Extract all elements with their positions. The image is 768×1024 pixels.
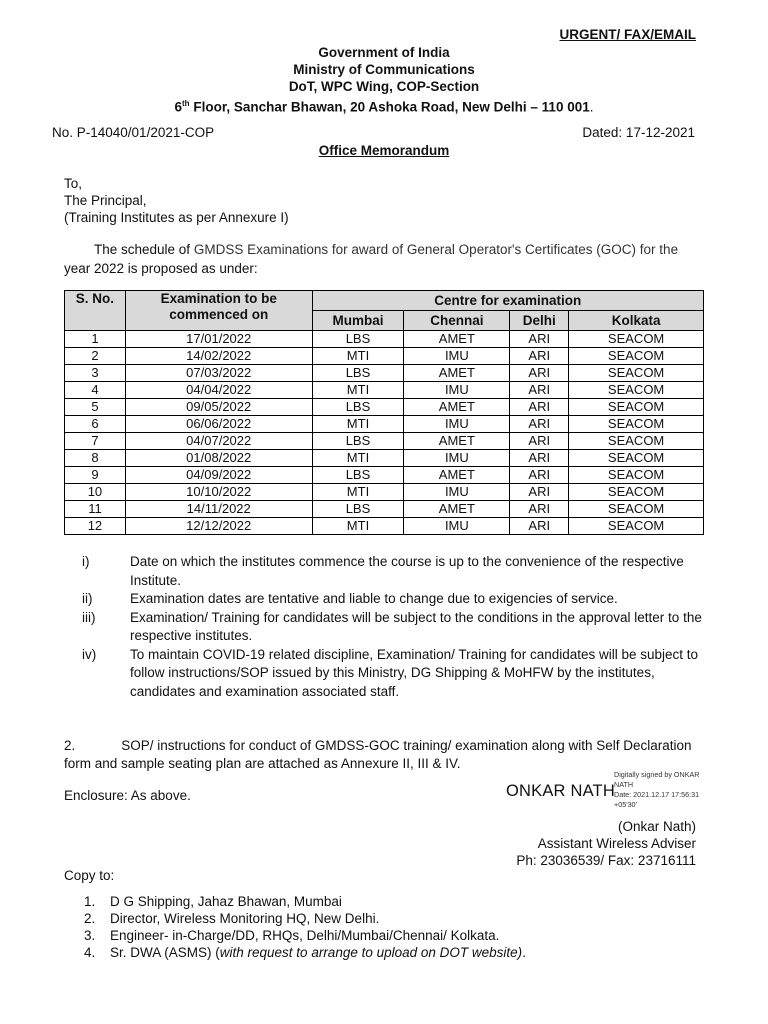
table-cell-date: 04/07/2022 xyxy=(125,433,312,450)
table-cell-mumbai: MTI xyxy=(312,348,404,365)
table-cell-date: 14/02/2022 xyxy=(125,348,312,365)
table-row xyxy=(65,501,704,518)
table-cell-sno: 12 xyxy=(65,518,126,535)
addressee-institutes: (Training Institutes as per Annexure I) xyxy=(64,210,289,225)
table-cell-sno: 2 xyxy=(65,348,126,365)
note-number: i) xyxy=(82,554,90,569)
copy-item-tail: . xyxy=(522,945,526,960)
signatory-block xyxy=(516,818,696,869)
memo-title: Office Memorandum xyxy=(318,143,450,158)
table-cell-kolkata: SEACOM xyxy=(569,331,704,348)
signatory-name: (Onkar Nath) xyxy=(617,819,696,834)
letterhead xyxy=(0,44,768,116)
schedule-table xyxy=(64,290,704,535)
table-cell-delhi: ARI xyxy=(510,467,569,484)
address-text: Floor, Sanchar Bhawan, 20 Ashoka Road, New Delhi – 110 001 xyxy=(189,99,590,115)
table-cell-chennai: IMU xyxy=(404,450,510,467)
copy-item xyxy=(84,927,526,944)
intro-part1: The schedule of xyxy=(94,242,194,257)
table-cell-date: 12/12/2022 xyxy=(125,518,312,535)
table-cell-delhi: ARI xyxy=(510,399,569,416)
table-row xyxy=(65,365,704,382)
table-cell-date: 07/03/2022 xyxy=(125,365,312,382)
table-cell-date: 04/09/2022 xyxy=(125,467,312,484)
table-row xyxy=(65,331,704,348)
address-floor-sup: th xyxy=(182,99,190,108)
table-cell-chennai: AMET xyxy=(404,467,510,484)
intro-paragraph xyxy=(64,240,696,278)
table-cell-sno: 7 xyxy=(65,433,126,450)
copy-item-number: 3. xyxy=(84,928,96,943)
table-cell-delhi: ARI xyxy=(510,484,569,501)
header-sno: S. No. xyxy=(65,291,126,331)
table-row xyxy=(65,484,704,501)
note-number: iii) xyxy=(82,609,96,625)
copy-item-italic: with request to arrange to upload on DOT website) xyxy=(219,945,523,960)
table-cell-delhi: ARI xyxy=(510,433,569,450)
table-cell-chennai: IMU xyxy=(404,382,510,399)
table-row xyxy=(65,467,704,484)
address-floor-num: 6 xyxy=(174,99,183,115)
letterhead-address xyxy=(0,95,768,116)
letterhead-line2: Ministry of Communications xyxy=(293,62,475,77)
digital-sig-line: NATH xyxy=(614,780,634,789)
table-cell-mumbai: LBS xyxy=(312,365,404,382)
header-centre: Centre for examination xyxy=(312,291,703,311)
enclosure-line: Enclosure: As above. xyxy=(64,788,191,803)
address-period: . xyxy=(589,99,594,115)
note-text: Examination dates are tentative and liable to change due to exigencies of service. xyxy=(130,591,618,606)
header-delhi: Delhi xyxy=(510,311,569,331)
table-cell-chennai: IMU xyxy=(404,416,510,433)
table-cell-delhi: ARI xyxy=(510,501,569,518)
table-cell-kolkata: SEACOM xyxy=(569,501,704,518)
table-cell-sno: 10 xyxy=(65,484,126,501)
table-cell-date: 06/06/2022 xyxy=(125,416,312,433)
note-item xyxy=(82,609,702,646)
letterhead-line1: Government of India xyxy=(318,45,450,60)
note-number: iv) xyxy=(82,646,97,662)
reference-number: No. P-14040/01/2021-COP xyxy=(52,125,215,140)
note-text: Examination/ Training for candidates will be subject to the conditions in the approval letter to the respective institutes. xyxy=(130,609,702,643)
table-cell-delhi: ARI xyxy=(510,416,569,433)
signature-name: ONKAR NATH xyxy=(506,782,615,800)
table-cell-chennai: IMU xyxy=(404,518,510,535)
table-cell-sno: 9 xyxy=(65,467,126,484)
header-chennai: Chennai xyxy=(404,311,510,331)
table-cell-sno: 8 xyxy=(65,450,126,467)
table-cell-mumbai: MTI xyxy=(312,450,404,467)
table-cell-kolkata: SEACOM xyxy=(569,382,704,399)
table-cell-kolkata: SEACOM xyxy=(569,433,704,450)
table-cell-chennai: AMET xyxy=(404,433,510,450)
note-item xyxy=(82,553,702,590)
table-cell-kolkata: SEACOM xyxy=(569,348,704,365)
table-cell-delhi: ARI xyxy=(510,518,569,535)
table-cell-date: 14/11/2022 xyxy=(125,501,312,518)
note-text: To maintain COVID-19 related discipline, Examination/ Training for candidates will be subject to follow instructions/SOP issued by this Ministry, DG Shipping & MoHFW by the institutes, candidates and examination associated staff. xyxy=(130,646,699,699)
header-mumbai: Mumbai xyxy=(312,311,404,331)
copy-item-text: Engineer- in-Charge/DD, RHQs, Delhi/Mumbai/Chennai/ Kolkata. xyxy=(110,928,500,943)
signatory-designation: Assistant Wireless Adviser xyxy=(537,836,696,851)
copy-to-label: Copy to: xyxy=(64,868,115,883)
table-row xyxy=(65,518,704,535)
table-row xyxy=(65,433,704,450)
note-item xyxy=(82,646,702,702)
copy-item xyxy=(84,944,526,961)
table-cell-kolkata: SEACOM xyxy=(569,518,704,535)
table-cell-date: 09/05/2022 xyxy=(125,399,312,416)
paragraph-2-text: SOP/ instructions for conduct of GMDSS-GOC training/ examination along with Self Declaration form and sample seating plan are attached as Annexure II, III & IV. xyxy=(64,738,692,771)
table-cell-kolkata: SEACOM xyxy=(569,399,704,416)
table-cell-sno: 5 xyxy=(65,399,126,416)
digital-sig-line: Digitally signed by ONKAR xyxy=(614,770,700,779)
intro-part2: GMDSS Examinations for award of General Operator's Certificates (GOC) for the xyxy=(193,242,679,257)
table-cell-mumbai: MTI xyxy=(312,518,404,535)
table-cell-mumbai: LBS xyxy=(312,467,404,484)
table-cell-mumbai: LBS xyxy=(312,433,404,450)
table-cell-kolkata: SEACOM xyxy=(569,467,704,484)
date-label: Dated: 17-12-2021 xyxy=(582,125,695,140)
table-cell-kolkata: SEACOM xyxy=(569,484,704,501)
table-row xyxy=(65,382,704,399)
copy-to-list xyxy=(84,893,526,961)
table-cell-delhi: ARI xyxy=(510,348,569,365)
header-kolkata: Kolkata xyxy=(569,311,704,331)
addressee-principal: The Principal, xyxy=(64,193,147,208)
table-cell-kolkata: SEACOM xyxy=(569,416,704,433)
table-cell-delhi: ARI xyxy=(510,331,569,348)
table-row xyxy=(65,450,704,467)
copy-item xyxy=(84,910,526,927)
table-cell-sno: 6 xyxy=(65,416,126,433)
table-cell-delhi: ARI xyxy=(510,450,569,467)
table-cell-chennai: IMU xyxy=(404,348,510,365)
table-cell-mumbai: MTI xyxy=(312,382,404,399)
digital-sig-line: +05'30' xyxy=(614,800,637,809)
paragraph-2 xyxy=(64,737,696,773)
header-exam-date: Examination to be commenced on xyxy=(125,291,312,331)
table-cell-chennai: AMET xyxy=(404,331,510,348)
signatory-phone: Ph: 23036539/ Fax: 23716111 xyxy=(516,853,696,868)
table-cell-mumbai: LBS xyxy=(312,331,404,348)
note-number: ii) xyxy=(82,591,93,606)
copy-item-text: Director, Wireless Monitoring HQ, New Delhi. xyxy=(110,911,380,926)
note-item xyxy=(82,590,702,609)
table-cell-date: 01/08/2022 xyxy=(125,450,312,467)
table-cell-chennai: AMET xyxy=(404,365,510,382)
copy-item-number: 4. xyxy=(84,945,96,960)
table-cell-date: 17/01/2022 xyxy=(125,331,312,348)
letterhead-line3: DoT, WPC Wing, COP-Section xyxy=(288,79,480,94)
copy-item-text: Sr. DWA (ASMS) ( xyxy=(110,945,220,960)
table-row xyxy=(65,348,704,365)
table-cell-delhi: ARI xyxy=(510,382,569,399)
table-cell-mumbai: LBS xyxy=(312,501,404,518)
note-text: Date on which the institutes commence the course is up to the convenience of the respective Institute. xyxy=(130,554,684,588)
paragraph-2-number: 2. xyxy=(64,738,76,753)
table-cell-chennai: IMU xyxy=(404,484,510,501)
copy-item-number: 1. xyxy=(84,894,96,909)
table-cell-mumbai: MTI xyxy=(312,484,404,501)
table-cell-sno: 1 xyxy=(65,331,126,348)
notes-list xyxy=(82,553,702,701)
copy-item-number: 2. xyxy=(84,911,96,926)
copy-item-text: D G Shipping, Jahaz Bhawan, Mumbai xyxy=(110,894,342,909)
table-row xyxy=(65,416,704,433)
table-cell-date: 10/10/2022 xyxy=(125,484,312,501)
intro-part3: year 2022 is proposed as under: xyxy=(64,261,258,276)
copy-item xyxy=(84,893,526,910)
table-cell-mumbai: MTI xyxy=(312,416,404,433)
digital-sig-line: Date: 2021.12.17 17:56:31 xyxy=(614,790,700,799)
table-cell-mumbai: LBS xyxy=(312,399,404,416)
urgent-label: URGENT/ FAX/EMAIL xyxy=(559,27,696,42)
table-cell-kolkata: SEACOM xyxy=(569,365,704,382)
digital-signature-stamp xyxy=(614,770,714,810)
table-cell-date: 04/04/2022 xyxy=(125,382,312,399)
table-row xyxy=(65,399,704,416)
table-cell-sno: 3 xyxy=(65,365,126,382)
addressee-block xyxy=(64,175,289,226)
table-cell-chennai: AMET xyxy=(404,399,510,416)
table-cell-delhi: ARI xyxy=(510,365,569,382)
table-cell-chennai: AMET xyxy=(404,501,510,518)
table-cell-kolkata: SEACOM xyxy=(569,450,704,467)
table-cell-sno: 11 xyxy=(65,501,126,518)
table-cell-sno: 4 xyxy=(65,382,126,399)
addressee-to: To, xyxy=(64,176,83,191)
